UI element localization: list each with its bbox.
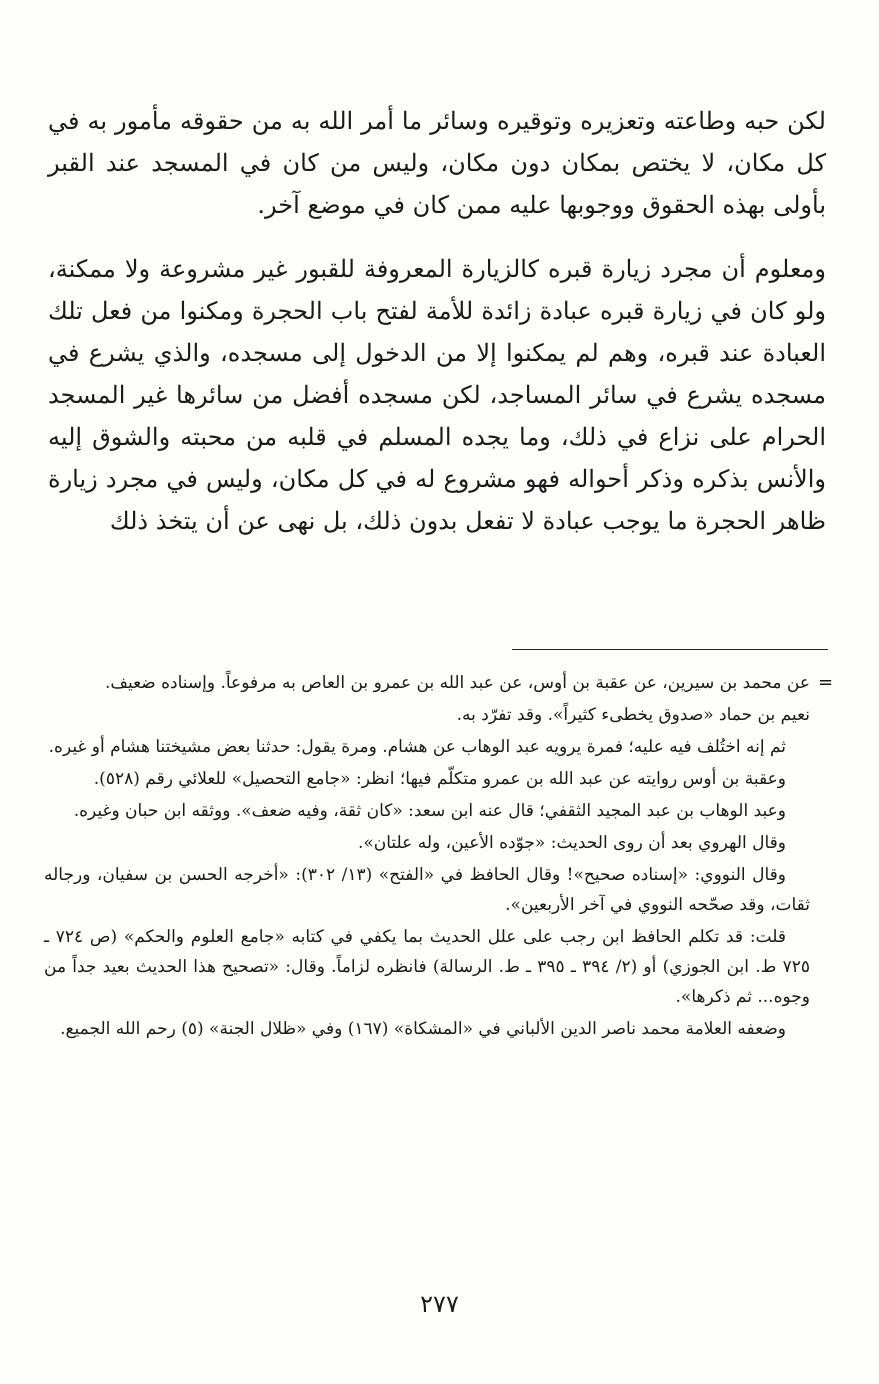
main-paragraph-2: ومعلوم أن مجرد زيارة قبره كالزيارة المعروفة للقبور غير مشروعة ولا ممكنة، ولو كان في زيارة قبره عبادة زائدة للأمة لفتح باب الحجرة ومكنوا من فعل تلك العبادة عند قبره، وهم لم يمكنوا إلا من الدخول إلى مسجده، والذي يشرع في مسجده يشرع في سائر المساجد، لكن مسجده أفضل من سائرها غير المسجد الحرام على نزاع في ذلك، وما يجده المسلم في قلبه من محبته والشوق إليه والأنس بذكره وذكر أحواله فهو مشروع له في كل مكان، وليس في مجرد زيارة ظاهر الحجرة ما يوجب عبادة لا تفعل بدون ذلك، بل نهى عن أن يتخذ ذلك	[48, 255, 827, 535]
footnote-paragraph-7: وقال النووي: «إسناده صحيح»! وقال الحافظ في «الفتح» (١٣/ ٣٠٢): «أخرجه الحسن بن سفيان، ورجاله ثقات، وقد صحّحه النووي في آخر الأربعين».	[44, 865, 810, 915]
footnote-paragraph-1: عن محمد بن سيرين، عن عقبة بن أوس، عن عبد الله بن عمرو بن العاص به مرفوعاً. وإسناده ضعيف.	[104, 673, 810, 693]
footnotes	[44, 668, 810, 1046]
footnote-paragraph-2: نعيم بن حماد «صدوق يخطىء كثيراً». وقد تفرّد به.	[456, 705, 810, 725]
footnote-continuation-mark: =	[818, 672, 834, 693]
page-number: ٢٧٧	[420, 1290, 459, 1318]
footnote-paragraph-6: وقال الهروي بعد أن روى الحديث: «جوّده الأعين، وله علتان».	[357, 833, 786, 853]
footnote-paragraph-3: ثم إنه اختُلف فيه عليه؛ فمرة يرويه عبد الوهاب عن هشام. ومرة يقول: حدثنا بعض مشيختنا هشام أو غيره.	[48, 737, 786, 757]
footnote-separator	[512, 649, 828, 650]
footnote-paragraph-9: وضعفه العلامة محمد ناصر الدين الألباني في «المشكاة» (١٦٧) وفي «ظلال الجنة» (٥) رحم الله الجميع.	[60, 1019, 786, 1039]
main-paragraph-1: لكن حبه وطاعته وتعزيره وتوقيره وسائر ما أمر الله به من حقوقه مأمور به في كل مكان، لا يختص بمكان دون مكان، وليس من كان في المسجد عند القبر بأولى بهذه الحقوق ووجوبها عليه ممن كان في موضع آخر.	[48, 107, 826, 219]
footnote-paragraph-8: قلت: قد تكلم الحافظ ابن رجب على علل الحديث بما يكفي في كتابه «جامع العلوم والحكم» (ص ٧٢٤ ـ ٧٢٥ ط. ابن الجوزي) أو (٢/ ٣٩٤ ـ ٣٩٥ ـ ط. الرسالة) فانظره لزاماً. وقال: «تصحيح هذا الحديث بعيد جداً من وجوه... ثم ذكرها».	[44, 927, 810, 1007]
footnote-paragraph-4: وعقبة بن أوس روايته عن عبد الله بن عمرو متكلّم فيها؛ انظر: «جامع التحصيل» للعلائي رقم (٥٢٨).	[93, 769, 786, 789]
main-text	[48, 100, 826, 542]
footnote-paragraph-5: وعبد الوهاب بن عبد المجيد الثقفي؛ قال عنه ابن سعد: «كان ثقة، وفيه ضعف». ووثقه ابن حبان وغيره.	[73, 801, 786, 821]
